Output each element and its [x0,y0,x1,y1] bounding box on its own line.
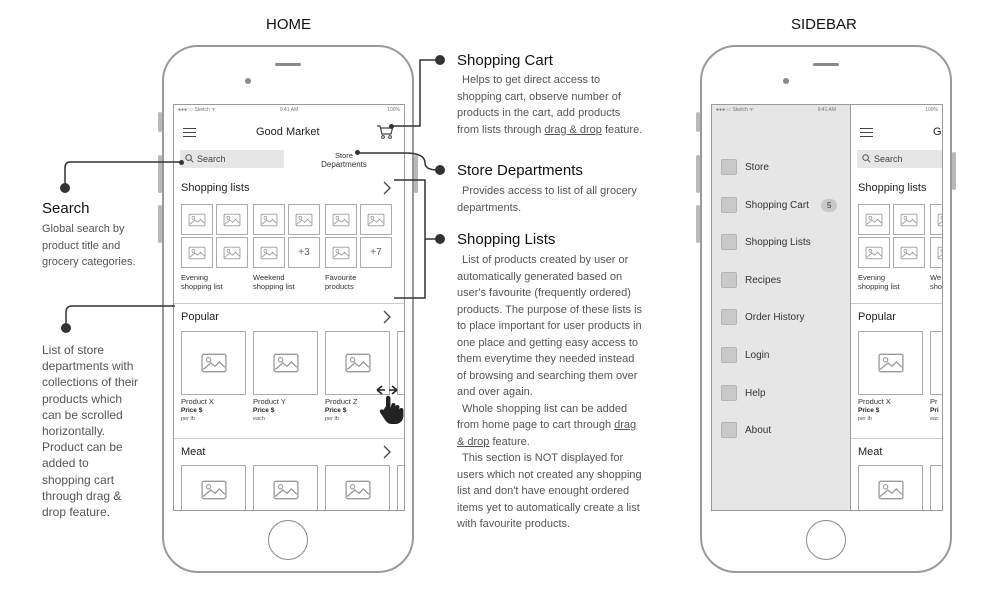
text-line: grocery categories. [42,256,136,268]
list-caption-2-line2: shopping list [253,282,295,291]
text-line: user's favourite (frequently ordered) [457,287,631,299]
text-line: automatically generated based on [457,270,623,283]
shopping-cart-annotation-title: Shopping Cart [457,52,553,69]
search-placeholder: Search [874,154,903,164]
meat-title: Meat [858,446,883,458]
annotation-dot [60,183,70,193]
status-carrier: ●●●○○ Sketch ᯤ [178,107,216,113]
list-caption-1-line1: Evening [181,273,209,282]
status-time: 9:41 AM [817,107,836,113]
more-count: +7 [370,247,382,258]
connector-start-dot [355,150,360,155]
text-line: shopping cart [42,472,115,487]
shopping-lists-annotation-title: Shopping Lists [457,231,556,248]
nav-title: Good Market [256,126,320,138]
shopping-lists-title: Shopping lists [181,182,250,194]
sidebar-item-label: Order History [745,312,805,324]
text-line: Helps to get direct access to [462,74,601,86]
search-annotation-title: Search [42,200,90,217]
product-unit: per lb [181,416,195,422]
store-departments-annotation-text [457,183,667,216]
text-line [457,417,667,434]
annotation-dot [61,323,71,333]
nav-title-peek: G [933,126,942,138]
text-line: of browsing and searching them over [457,369,638,382]
product-name: Product Y [253,397,286,406]
text-line: This section is NOT displayed for [462,452,624,464]
product-price: Price $ [858,407,880,414]
text-line: drop feature. [42,505,111,520]
text-line: them everytime they needed instead [457,353,635,365]
text-line: Global search by [42,223,125,235]
meat-title: Meat [181,446,206,458]
product-unit: per lb [858,416,872,422]
list-caption-3-line1: Favourite [325,273,357,282]
product-price: Pri [930,407,939,414]
connector-start-dot [179,160,184,165]
text-line: Provides access to list of all grocery [462,185,637,197]
status-time: 9:41 AM [279,107,299,113]
text-line: List of store [42,343,105,357]
annotation-dot [435,165,445,175]
sidebar-item-label: Shopping Cart [745,199,809,211]
home-heading: HOME [266,16,311,33]
product-price: Price $ [325,407,347,414]
text-line: Whole shopping list can be added [462,402,628,415]
text-line: product title and [42,239,121,252]
departments-label-line1: Store [335,151,353,160]
text-line: items yet to automatically create a list [457,501,640,514]
store-departments-annotation-title: Store Departments [457,162,583,179]
text-line: list and don't have enought ordered [457,485,630,497]
status-battery: 100% [387,107,400,113]
text-line: one place and getting easy access to [457,336,639,349]
text-line: products. The purpose of these lists is [457,303,643,316]
status-carrier: ●●●○○ Sketch ᯤ [716,107,754,113]
product-name: Product Z [325,397,358,406]
drag-link: drag [614,419,637,431]
popular-title: Popular [181,311,219,323]
text-line: shopping cart, observe number of [457,90,621,103]
drop-link: & drop [457,435,490,448]
text-line: and over again. [457,386,533,398]
departments-annotation-text [42,342,157,520]
product-unit: each [253,416,265,422]
annotation-dot [435,55,445,65]
text-line: List of products created by user or [462,254,629,266]
sidebar-item-label: Shopping Lists [745,237,811,249]
text-line: to place important for user products in [457,320,642,332]
shopping-cart-annotation-text [457,72,667,138]
popular-title: Popular [858,311,896,323]
text-line: products which [42,391,123,406]
text-line: with favourite products. [457,518,571,530]
cart-count-badge: 5 [821,199,837,212]
product-price: Price $ [253,407,275,414]
sidebar-item-label: Store [745,162,769,173]
product-price: Price $ [181,407,203,414]
text-line: through drag & [42,488,122,503]
sidebar-heading: SIDEBAR [791,16,857,33]
product-name: Product X [858,397,891,406]
text-line: products in the cart, add products [457,107,621,119]
shopping-lists-title: Shopping lists [858,182,927,194]
text-span: feature. [601,123,643,136]
list-caption-3-line2: products [325,282,354,291]
list-caption-1-line2: shopping list [181,282,223,291]
text-line: can be scrolled [42,407,123,422]
departments-label-line2: Departments [321,160,367,169]
list-caption-1-line1: Evening [858,273,886,282]
status-battery: 100% [925,107,938,113]
text-span: from lists through [457,123,545,136]
text-line: Product can be [42,440,123,455]
sidebar-item-label: Login [745,350,770,361]
list-caption-2-line2: sho [930,282,943,291]
sidebar-item-label: Help [745,387,766,399]
text-line [457,122,667,139]
text-span: from home page to cart through [457,419,615,431]
text-span: feature. [489,435,530,448]
shopping-lists-annotation-text [457,252,667,533]
list-caption-2-line1: Weekend [253,273,285,282]
list-caption-1-line2: shopping list [858,282,900,291]
more-count: +3 [298,247,310,258]
text-line: collections of their [42,375,139,390]
product-unit: per lb [325,416,339,422]
text-line: users which not created any shopping [457,468,642,481]
search-placeholder: Search [197,154,226,164]
product-name: Product X [181,397,214,406]
product-unit: eac [930,416,939,422]
annotation-dot [435,234,445,244]
drag-drop-link: drag & drop [544,123,602,136]
sidebar-item-label: About [745,425,772,437]
product-name: Pr [930,397,938,406]
text-line: departments. [457,201,522,214]
search-annotation-text [42,221,162,271]
text-line: added to [42,456,89,471]
connector-start-dot [389,124,394,129]
list-caption-2-line1: We [930,273,942,282]
text-line: departments with [42,359,134,374]
text-line: horizontally. [42,424,106,439]
sidebar-item-label: Recipes [745,274,782,286]
text-line [457,434,667,451]
